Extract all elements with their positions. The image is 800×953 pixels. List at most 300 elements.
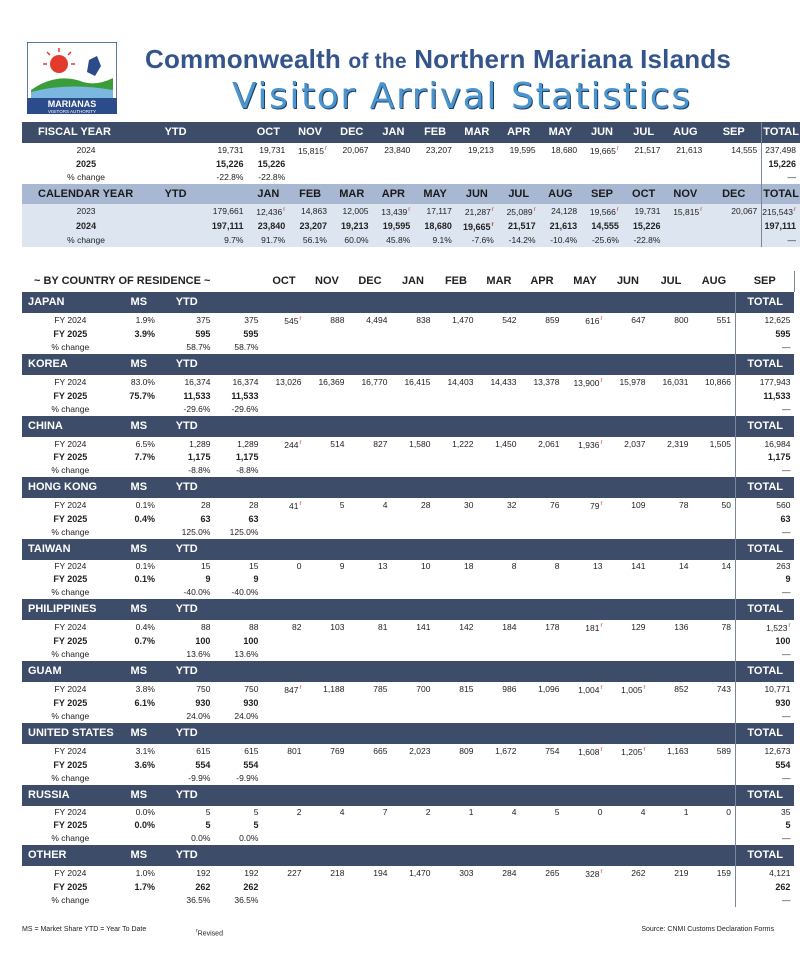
month-value <box>477 881 520 894</box>
spacer-cell <box>477 416 520 437</box>
month-header: NOV <box>289 122 331 143</box>
month-value: 13,026 <box>275 376 302 387</box>
year-label: 2024 <box>76 144 96 155</box>
month-header: AUG <box>664 122 706 143</box>
spacer-cell <box>348 416 391 437</box>
ytd-header: YTD <box>159 354 215 375</box>
month-value: 1,289 <box>237 438 259 449</box>
month-value: 2 <box>296 806 302 817</box>
month-value <box>649 328 692 341</box>
cell-value: 19,566 <box>589 206 616 217</box>
spacer-cell <box>692 845 735 866</box>
spacer-cell <box>563 845 606 866</box>
ms-header: MS <box>119 539 159 560</box>
spacer-cell <box>477 661 520 682</box>
month-header: DEC <box>358 275 382 287</box>
pct-month-value: 125.0% <box>229 527 259 538</box>
ytd-value: 197,111 <box>201 219 247 234</box>
spacer-cell <box>391 477 434 498</box>
pct-label: % change <box>51 649 90 660</box>
cell-value: 1,004 <box>578 684 600 695</box>
month-value <box>348 881 391 894</box>
pct-ytd-value: -9.9% <box>188 772 211 783</box>
spacer-cell <box>305 845 348 866</box>
spacer-cell <box>477 539 520 560</box>
month-value: 19,731 <box>259 144 286 155</box>
total-value: — <box>762 234 800 247</box>
report-header <box>0 0 800 122</box>
revised-sup: r <box>196 928 198 934</box>
total-value: 15,226 <box>762 158 800 171</box>
month-value <box>348 819 391 832</box>
total-value: 263 <box>735 560 794 573</box>
month-value <box>477 697 520 710</box>
by-country-table <box>22 271 799 907</box>
ytd-header: YTD <box>150 184 201 204</box>
spacer-cell <box>563 599 606 620</box>
ms-value: 0.7% <box>134 636 155 647</box>
month-value <box>391 586 434 599</box>
ms-value: 83.0% <box>130 376 155 387</box>
spacer-cell <box>692 785 735 806</box>
month-value <box>391 328 434 341</box>
pct-label: % change <box>51 710 90 721</box>
year-label: 2025 <box>76 158 97 169</box>
month-header: APR <box>373 184 415 204</box>
month-value <box>664 219 706 234</box>
country-fy2024-row <box>22 866 799 881</box>
month-value: 56.1% <box>289 234 331 247</box>
ms-header: MS <box>119 845 159 866</box>
spacer-cell <box>649 599 692 620</box>
month-value: 21,613 <box>676 144 703 155</box>
cell-value: 15,815 <box>673 206 700 217</box>
cell-value: 328 <box>585 868 600 879</box>
spacer-cell <box>563 477 606 498</box>
month-value: 17,117 <box>414 204 456 219</box>
month-value <box>606 573 649 586</box>
month-value <box>477 513 520 526</box>
month-value <box>606 744 649 759</box>
total-header: TOTAL <box>735 292 794 313</box>
month-value <box>563 635 606 648</box>
revised-mark: r <box>600 439 603 446</box>
month-value <box>606 451 649 464</box>
month-value <box>305 832 348 845</box>
ms-value: 1.9% <box>135 314 155 325</box>
month-value <box>692 894 735 907</box>
spacer-cell <box>391 723 434 744</box>
fy-label: FY 2025 <box>53 819 88 830</box>
month-value <box>520 832 563 845</box>
country-header-taiwan <box>22 539 799 560</box>
spacer-cell <box>305 477 348 498</box>
country-fy2025-row <box>22 635 799 648</box>
month-value <box>563 586 606 599</box>
cell-value: 13,900 <box>573 377 600 388</box>
month-value <box>649 819 692 832</box>
ms-value: 0.1% <box>134 574 155 585</box>
ms-header: MS <box>119 477 159 498</box>
month-value <box>434 451 477 464</box>
month-value <box>305 451 348 464</box>
month-value <box>348 513 391 526</box>
pct-label: % change <box>51 465 90 476</box>
month-value <box>649 710 692 723</box>
total-value: — <box>735 710 794 723</box>
revised-mark: r <box>600 746 603 753</box>
country-fy2024-row <box>22 620 799 635</box>
pct-label: % change <box>51 772 90 783</box>
month-value <box>434 635 477 648</box>
spacer-cell <box>391 539 434 560</box>
fy-label: FY 2024 <box>54 684 87 695</box>
month-value <box>305 526 348 539</box>
revised-mark: r <box>283 206 286 213</box>
month-header: NOV <box>315 275 339 287</box>
ms-value: 0.1% <box>135 500 155 511</box>
spacer-cell <box>606 845 649 866</box>
month-value <box>477 894 520 907</box>
month-value <box>305 772 348 785</box>
spacer-cell <box>520 354 563 375</box>
by-country-header <box>22 271 799 292</box>
month-value <box>305 341 348 354</box>
cell-value: 41 <box>288 501 299 512</box>
spacer-cell <box>150 171 201 184</box>
month-value <box>649 390 692 403</box>
month-value: 60.0% <box>331 234 373 247</box>
month-value <box>348 464 391 477</box>
month-value <box>348 403 391 416</box>
total-header: TOTAL <box>735 477 794 498</box>
month-value: 19,595 <box>509 144 536 155</box>
country-name: UNITED STATES <box>22 723 119 744</box>
spacer-cell <box>305 416 348 437</box>
month-value: 100 <box>243 636 259 647</box>
spacer-cell <box>563 539 606 560</box>
cell-value: 1,936 <box>578 439 600 450</box>
month-value <box>606 710 649 723</box>
month-value: 801 <box>287 745 302 756</box>
title-part2: of the <box>348 50 407 73</box>
ytd-value: 15 <box>200 561 211 572</box>
month-value: 91.7% <box>247 234 289 247</box>
month-value <box>649 772 692 785</box>
month-value: -14.2% <box>498 234 540 247</box>
month-header: JUL <box>623 122 665 143</box>
spacer-cell <box>606 539 649 560</box>
month-value: 1,163 <box>667 745 689 756</box>
spacer-cell <box>477 785 520 806</box>
spacer-cell <box>520 723 563 744</box>
month-value <box>348 759 391 772</box>
calendar-header <box>22 184 800 204</box>
month-value: 542 <box>502 314 517 325</box>
month-value <box>477 341 520 354</box>
month-value <box>520 881 563 894</box>
month-value: 32 <box>506 500 517 511</box>
fy-label: FY 2024 <box>54 561 87 572</box>
ytd-header: YTD <box>159 845 215 866</box>
revised-mark: r <box>299 316 302 322</box>
month-value <box>262 894 305 907</box>
month-value <box>391 710 434 723</box>
month-value <box>348 390 391 403</box>
spacer-cell <box>150 204 201 219</box>
calendar-label: CALENDAR YEAR <box>22 184 150 204</box>
spacer-cell <box>305 785 348 806</box>
pct-label: % change <box>51 832 90 843</box>
revised-mark: r <box>299 685 302 692</box>
month-value: 265 <box>545 867 560 878</box>
month-value: -7.6% <box>456 234 498 247</box>
country-fy2024-row <box>22 806 799 819</box>
spacer-cell <box>305 539 348 560</box>
month-value: -22.8% <box>623 234 665 247</box>
country-header-philippines <box>22 599 799 620</box>
total-value: 11,533 <box>735 390 794 403</box>
month-value <box>477 451 520 464</box>
pct-month-value: 58.7% <box>234 341 259 352</box>
month-value: 16,374 <box>232 376 259 387</box>
cell-value: 79 <box>589 501 600 512</box>
month-value <box>348 648 391 661</box>
total-value: 5 <box>735 819 794 832</box>
pct-month-value: -9.9% <box>236 772 259 783</box>
total-value: 1,175 <box>735 451 794 464</box>
title-part3: Northern Mariana Islands <box>414 44 732 74</box>
month-value <box>477 819 520 832</box>
fiscal-row1 <box>22 143 800 158</box>
spacer-cell <box>606 785 649 806</box>
spacer-cell <box>477 723 520 744</box>
pct-month-value: -8.8% <box>236 465 259 476</box>
revised-mark: r <box>600 868 603 875</box>
spacer-cell <box>563 354 606 375</box>
total-value: — <box>735 648 794 661</box>
ms-value: 0.4% <box>135 622 155 633</box>
month-value <box>692 635 735 648</box>
month-value <box>262 772 305 785</box>
ytd-header: YTD <box>159 477 215 498</box>
month-value: 4 <box>511 806 517 817</box>
month-header: MAR <box>486 275 512 287</box>
month-value <box>391 697 434 710</box>
spacer-cell <box>520 477 563 498</box>
total-value: 4,121 <box>735 866 794 881</box>
month-value <box>434 648 477 661</box>
month-value <box>391 832 434 845</box>
month-value <box>606 526 649 539</box>
ms-value: 0.4% <box>134 514 155 525</box>
month-value: 1,580 <box>409 438 431 449</box>
country-name: RUSSIA <box>22 785 119 806</box>
revised-mark: r <box>643 746 646 753</box>
total-value: — <box>762 171 800 184</box>
month-value <box>262 759 305 772</box>
total-value: 560 <box>735 498 794 513</box>
month-value <box>563 819 606 832</box>
spacer-cell <box>214 723 262 744</box>
spacer-cell <box>434 416 477 437</box>
month-value <box>664 204 706 219</box>
footer-revised-note <box>196 928 223 937</box>
pct-month-value: 24.0% <box>234 710 259 721</box>
total-header: TOTAL <box>735 785 794 806</box>
month-value <box>649 635 692 648</box>
spacer-cell <box>606 292 649 313</box>
month-value <box>434 819 477 832</box>
cell-value: 616 <box>585 315 600 326</box>
month-value: 81 <box>377 622 388 633</box>
month-value <box>391 759 434 772</box>
spacer-cell <box>434 599 477 620</box>
country-fy2025-row <box>22 451 799 464</box>
month-value: 136 <box>674 622 689 633</box>
month-value: 2,037 <box>624 438 646 449</box>
ytd-value: 88 <box>200 622 211 633</box>
month-value: 1,450 <box>495 438 517 449</box>
spacer-cell <box>692 354 735 375</box>
month-value: 930 <box>243 697 259 708</box>
month-value <box>520 390 563 403</box>
fy-label: FY 2024 <box>54 438 87 449</box>
month-value <box>606 586 649 599</box>
month-value <box>623 158 665 171</box>
month-header: SEP <box>706 122 762 143</box>
country-pct-row <box>22 586 799 599</box>
month-value <box>477 586 520 599</box>
ms-value: 0.0% <box>135 806 155 817</box>
month-value: 13 <box>377 561 388 572</box>
country-pct-row <box>22 832 799 845</box>
month-value <box>348 573 391 586</box>
month-value <box>563 375 606 390</box>
month-value <box>305 403 348 416</box>
month-value <box>606 832 649 845</box>
month-header: JUN <box>581 122 623 143</box>
month-value <box>520 526 563 539</box>
ytd-value: 5 <box>205 806 211 817</box>
spacer-cell <box>348 661 391 682</box>
month-value <box>664 158 706 171</box>
spacer-cell <box>262 539 305 560</box>
spacer-cell <box>649 354 692 375</box>
spacer-cell <box>692 661 735 682</box>
ytd-value: 28 <box>200 500 211 511</box>
ytd-value: 15,226 <box>215 158 244 169</box>
spacer-cell <box>391 599 434 620</box>
month-header: OCT <box>272 275 296 287</box>
month-value <box>348 341 391 354</box>
cell-value: 244 <box>284 439 299 450</box>
revised-mark: r <box>616 206 619 213</box>
revised-mark: r <box>643 685 646 692</box>
spacer-cell <box>214 845 262 866</box>
month-value <box>664 234 706 247</box>
month-value: 78 <box>678 500 689 511</box>
revised-mark: r <box>299 501 302 508</box>
month-value <box>434 772 477 785</box>
month-value <box>391 648 434 661</box>
ytd-value: 11,533 <box>183 390 211 401</box>
ytd-header: YTD <box>159 416 215 437</box>
month-value <box>305 648 348 661</box>
month-value <box>692 710 735 723</box>
month-value <box>456 204 498 219</box>
month-value <box>563 772 606 785</box>
month-header: APR <box>530 275 554 287</box>
month-value: 9.1% <box>414 234 456 247</box>
month-value: 14,403 <box>447 376 474 387</box>
month-value <box>692 328 735 341</box>
month-header: MAY <box>414 184 456 204</box>
month-value <box>649 341 692 354</box>
spacer-cell <box>305 661 348 682</box>
month-value: 24,128 <box>540 204 582 219</box>
year-label: 2024 <box>22 219 150 234</box>
spacer-cell <box>692 416 735 437</box>
spacer-cell <box>606 599 649 620</box>
month-value <box>649 759 692 772</box>
month-value: 18,680 <box>551 144 578 155</box>
cell-value: 1,608 <box>578 746 600 757</box>
month-value <box>477 772 520 785</box>
spacer-cell <box>606 354 649 375</box>
country-header-hong-kong <box>22 477 799 498</box>
country-name: GUAM <box>22 661 119 682</box>
spacer-cell <box>262 723 305 744</box>
month-value <box>391 513 434 526</box>
spacer-cell <box>563 661 606 682</box>
month-value <box>305 697 348 710</box>
month-value <box>391 341 434 354</box>
spacer-cell <box>391 292 434 313</box>
total-header: TOTAL <box>735 661 794 682</box>
month-value <box>623 171 665 184</box>
month-value: 19,595 <box>373 219 415 234</box>
ms-value: 3.1% <box>135 745 155 756</box>
month-value <box>692 451 735 464</box>
month-value <box>434 464 477 477</box>
month-value <box>305 881 348 894</box>
month-value <box>563 894 606 907</box>
month-value <box>649 464 692 477</box>
month-value <box>456 171 498 184</box>
month-value: 7 <box>382 806 388 817</box>
ytd-value: -22.8% <box>216 171 244 182</box>
month-value: 30 <box>463 500 474 511</box>
spacer-cell <box>201 184 247 204</box>
month-value <box>520 772 563 785</box>
total-value: 12,625 <box>735 313 794 328</box>
cell-value: 181 <box>585 623 600 634</box>
spacer-cell <box>119 772 159 785</box>
month-value <box>649 513 692 526</box>
month-value: 184 <box>502 622 517 633</box>
fiscal-year-table <box>22 122 800 247</box>
spacer-cell <box>794 271 799 292</box>
month-value <box>563 341 606 354</box>
month-value <box>348 635 391 648</box>
month-value <box>348 894 391 907</box>
country-fy2024-row <box>22 744 799 759</box>
month-value <box>262 819 305 832</box>
month-value <box>305 513 348 526</box>
ms-header: MS <box>119 292 159 313</box>
ms-value: 3.9% <box>134 328 155 339</box>
